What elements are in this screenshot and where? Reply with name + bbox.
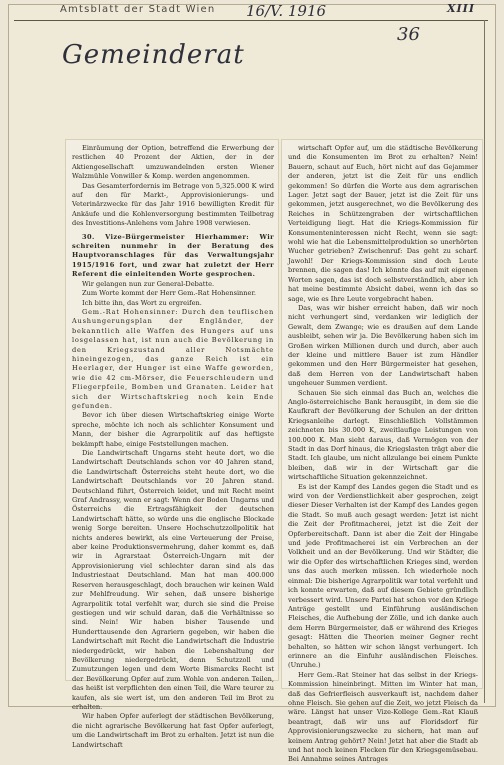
paragraph: Die Landwirtschaft Ungarns steht heute dort, wo die Landwirtschaft Deutschlands schon vor 40 Jahren stand, die Landwirtschaft Österreichs steht heute dort, wo die Landwirtschaft Deutschlands vor 20 Jahren stand. Deutschland führt, Österreich leidet, und mit Recht meint Graf Andrassy, wenn er sagt: Wenn der Boden Ungarns und Österreichs die Ertragsfähigkeit der deutschen Landwirtschaft hätte, so würde uns die englische Blockade wenig Sorge bereiten. Unsere Hochschutzzollpolitik hat nichts anderes bewirkt, als eine Verteuerung der Preise, aber keine Produktionsvermehrung, daher kommt es, daß wir in Agrarstaat Österreich-Ungarn mit der Approvisionierung viel schlechter daran sind als das Industriestaat Deutschland. Man hat man 400.000 Reserven herausgeschlagt, doch brauchen wir keinen Wald zur Mehlfreudung. Wir sehen, daß unsere bisherige Agrarpolitik total verfehlt war, durch sie sind die Preise gestiegen und wir schuld daran, daß die Verhältnisse so sind. Nein! Wir haben bisher Tausende und Hunderttausende den Agrariern gegeben, wir haben die Landwirtschaft mit Recht die Landwirtschaft die Industrie niedergedrückt, wir haben die Lebenshaltung der Bevölkerung niedergedrückt, denn Schutzzoll und Zumutzungen legen und dem Worte Bismarcks Recht ist der Bevölkerung Opfer auf zum Wohle von anderen Teilen, das heißt ist verpflichten den einen Teil, die Ware teurer zu kaufen, als sie wert ist, um den anderen Teil im Brot zu erhalten. [72, 449, 274, 711]
paragraph: Wir gelangen nun zur General-Debatte. [82, 279, 215, 288]
paragraph: Es ist der Kampf des Landes gegen die Stadt und es wird von der Verdienstlichkeit aber gesprochen, zeigt dieser Dieser Verhalten ist der Kampf des Landes gegen die Stadt. So muß auch gesagt werden: Jetzt ist nicht die Zeit der Profitmacherei, jetzt ist die Zeit der Opferbereitschaft. Dann ist aber die Zeit der Hingabe und jede Profitmacherei ist ein Verbrechen an der Volkheit und an der Bevölkerung. Und wir Städter, die wir die Opfer des wirtschaftlichen Krieges sind, werden uns das auch merken müssen. Ich wiederhole noch einmal: Die bisherige Agrarpolitik war total verfehlt und ich konnte erwarten, daß auf diesem Gebiete gründlich verbessert wird. Unsere Partei hat schon vor den Kriege Anträge gestellt und Einführung ausländischen Fleisches, die Aufhebung der Zölle, und ich danke auch dem Herrn Bürgermeister, daß er während des Krieges gesagt: Hätten die Theorien meiner Gegner recht behalten, so hätten wir schon längst verhungert. Ich erinnere an die Einfuhr ausländischen Fleisches. (Unruhe.) [288, 482, 478, 670]
gazette-title: Amtsblatt der Stadt Wien [60, 4, 216, 15]
handwritten-date: 16/V. 1916 [246, 2, 327, 20]
clipping-right-column [282, 140, 482, 764]
paragraph: wirtschaft Opfer auf, um die städtische Bevölkerung und die Konsumenten im Brot zu erhalten? Nein! Bauern, schaut auf Euch, hört nicht auf das Gejammer der anderen, jetzt ist die Zeit für uns endlich gekommen! So dürfen die Worte aus dem agrarischen Lager. Jetzt sagt der Bauer, jetzt ist die Zeit für uns gekommen, jetzt ausgerechnet, wo die Bevölkerung des Reiches in Schützengraben der wirtschaftlichen Verteidigung liegt. Hat die Kriegs-Kommission für Konsumenteninteressen nicht Recht, wenn sie sagt: wohl wie hat die Lebensmittelproduktion so unerhörten Wucher getrieben? Zwischenruf: Das geht zu scharf. Jawohl! Der Kriegs-Kommission sind doch Leute brennen, die sagen das! Ich könnte das auf mit eigenen Worten sagen, das ist doch selbstverständlich, aber ich hat meine bestimmte Absicht dabei, wenn ich das so sage, wie es Ihre Leute vorgebracht haben. [288, 144, 478, 303]
paragraph: Einräumung der Option, betreffend die Erwerbung der restlichen 40 Prozent der Aktien, der in der Aktiengesellschaft umzuwandelnden ersten Wiener Walzmühle Vonwiller & Komp. werden angenommen. [72, 144, 274, 181]
header-rule [14, 20, 488, 21]
agenda-item-heading: 30. Vize-Bürgermeister Hierhammer: Wir schreiten nunmehr in der Beratung des Hauptvoranschlages für das Verwaltungsjahr 1915/1916 fort, und zwar hat zuletzt der Herr Referent die einleitenden Worte gesprochen. [72, 232, 274, 279]
paragraph: Das, was wir bisher erreicht haben, daß wir noch nicht verhungert sind, verdanken wir lediglich der Gewalt, dem Zwange; wie es draußen auf dem Lande ausbleibt, sehen wir ja. Die Bevölkerung haben sich im Großen wirken Millionen durch und durch, aber auch der kleine und mittlere Bauer ist zum Händler gekommen und den Herr Bürgermeister hat gesehen, daß dem Herren von der Landwirtschaft haben ungeheuer Summen verdient. [288, 303, 478, 388]
paragraph: Ich bitte ihn, das Wort zu ergreifen. [82, 298, 202, 307]
paragraph: Zum Worte kommt der Herr Gem.-Rat Hohensinner. [82, 289, 256, 298]
speech-paragraph: Gem.-Rat Hohensinner: Durch den teuflischen Aushungerungsplan der Engländer, der bekanntlich alle Waffen des Hungers auf uns losgelassen hat, ist nun auch die Bevölkerung in den Kriegszustand aller Notsmächte hineingezogen, das ganze Reich ist ein Heerlager, der Hunger ist eine Waffe geworden, wie die 42 cm-Mörser, die Feuerschleudern und Fliegerpfeile, Bomben und Granaten. Leider hat sich der Wirtschaftskrieg noch kein Ende gefunden. [72, 307, 274, 410]
handwritten-roman-numeral: XIII [447, 2, 475, 15]
paragraph: Schauen Sie sich einmal das Buch an, welches die Anglo-österreichische Bank herausgibt, in dem sie die Kaufkraft der Bevölkerung der Schulen an der dritten Kriegsanleihe darlegt. Einschließlich Vollstämmen zeichneten bis 30.000 K, zweitlaufige Leistungen von 100.000 K. Man sieht daraus, daß Vermögen von der Stadt in das Dorf hinaus, die Kriegslasten trägt aber die Stadt. Ich glaube, um nicht allzulange bei einem Punkte bleiben, daß wir in der Wirtschaft gar die wirtschaftliche Situation gekennzeichnet. [288, 388, 478, 482]
paragraph: Bevor ich über diesen Wirtschaftskrieg einige Worte spreche, möchte ich noch als schlichter Konsument und Mann, der bisher die Agrarpolitik auf das heftigste bekämpft habe, einige Feststellungen machen. [72, 411, 274, 448]
column-text [66, 140, 278, 750]
right-margin-rule [484, 20, 485, 703]
paragraph: Wir haben Opfer auferlegt der städtischen Bevölkerung, die nicht agrarische Bevölkerung hat fast Opfer auferlegt, um die Landwirtschaft im Brot zu erhalten. Jetzt ist nun die Landwirtschaft [72, 712, 274, 749]
column-text [282, 140, 482, 765]
clipping-left-column [66, 140, 278, 749]
paragraph: Herr Gem.-Rat Steiner hat das selbst in der Kriegs-Kommission hineinbringt. Mitten im Winter hat man, daß das Gefrierfleisch ausverkauft ist, nachdem daher ohne Fleisch. Sie gehen auf die Zeit, wo jetzt Fleisch da wäre. Längst hat unser Vize-Kollege Gem.-Rat Klauß beantragt, daß wir uns auf Floridsdorf für Approvisionierungszwecke zu sichern, hat man auf keinem Antrag gehört? Nein! Jetzt hat aber die Stadt ab und hat noch keinen Flecken für den Kriegsgemüsebau. Bei Annahme seines Antrages [288, 670, 478, 764]
handwritten-section-title: Gemeinderat [62, 40, 245, 70]
paragraph: Das Gesamterfordernis im Betrage von 5,325.000 K wird auf den für Markt-, Approvisionierungs- und Veterinärzwecke für das Jahr 1916 bewilligten Kredit für Ankäufe und die Kohlenversorgung bestimmten Teilbetrag des Investitions-Anlehens vom Jahre 1908 verwiesen. [72, 181, 274, 228]
handwritten-page-number: 36 [397, 24, 420, 45]
